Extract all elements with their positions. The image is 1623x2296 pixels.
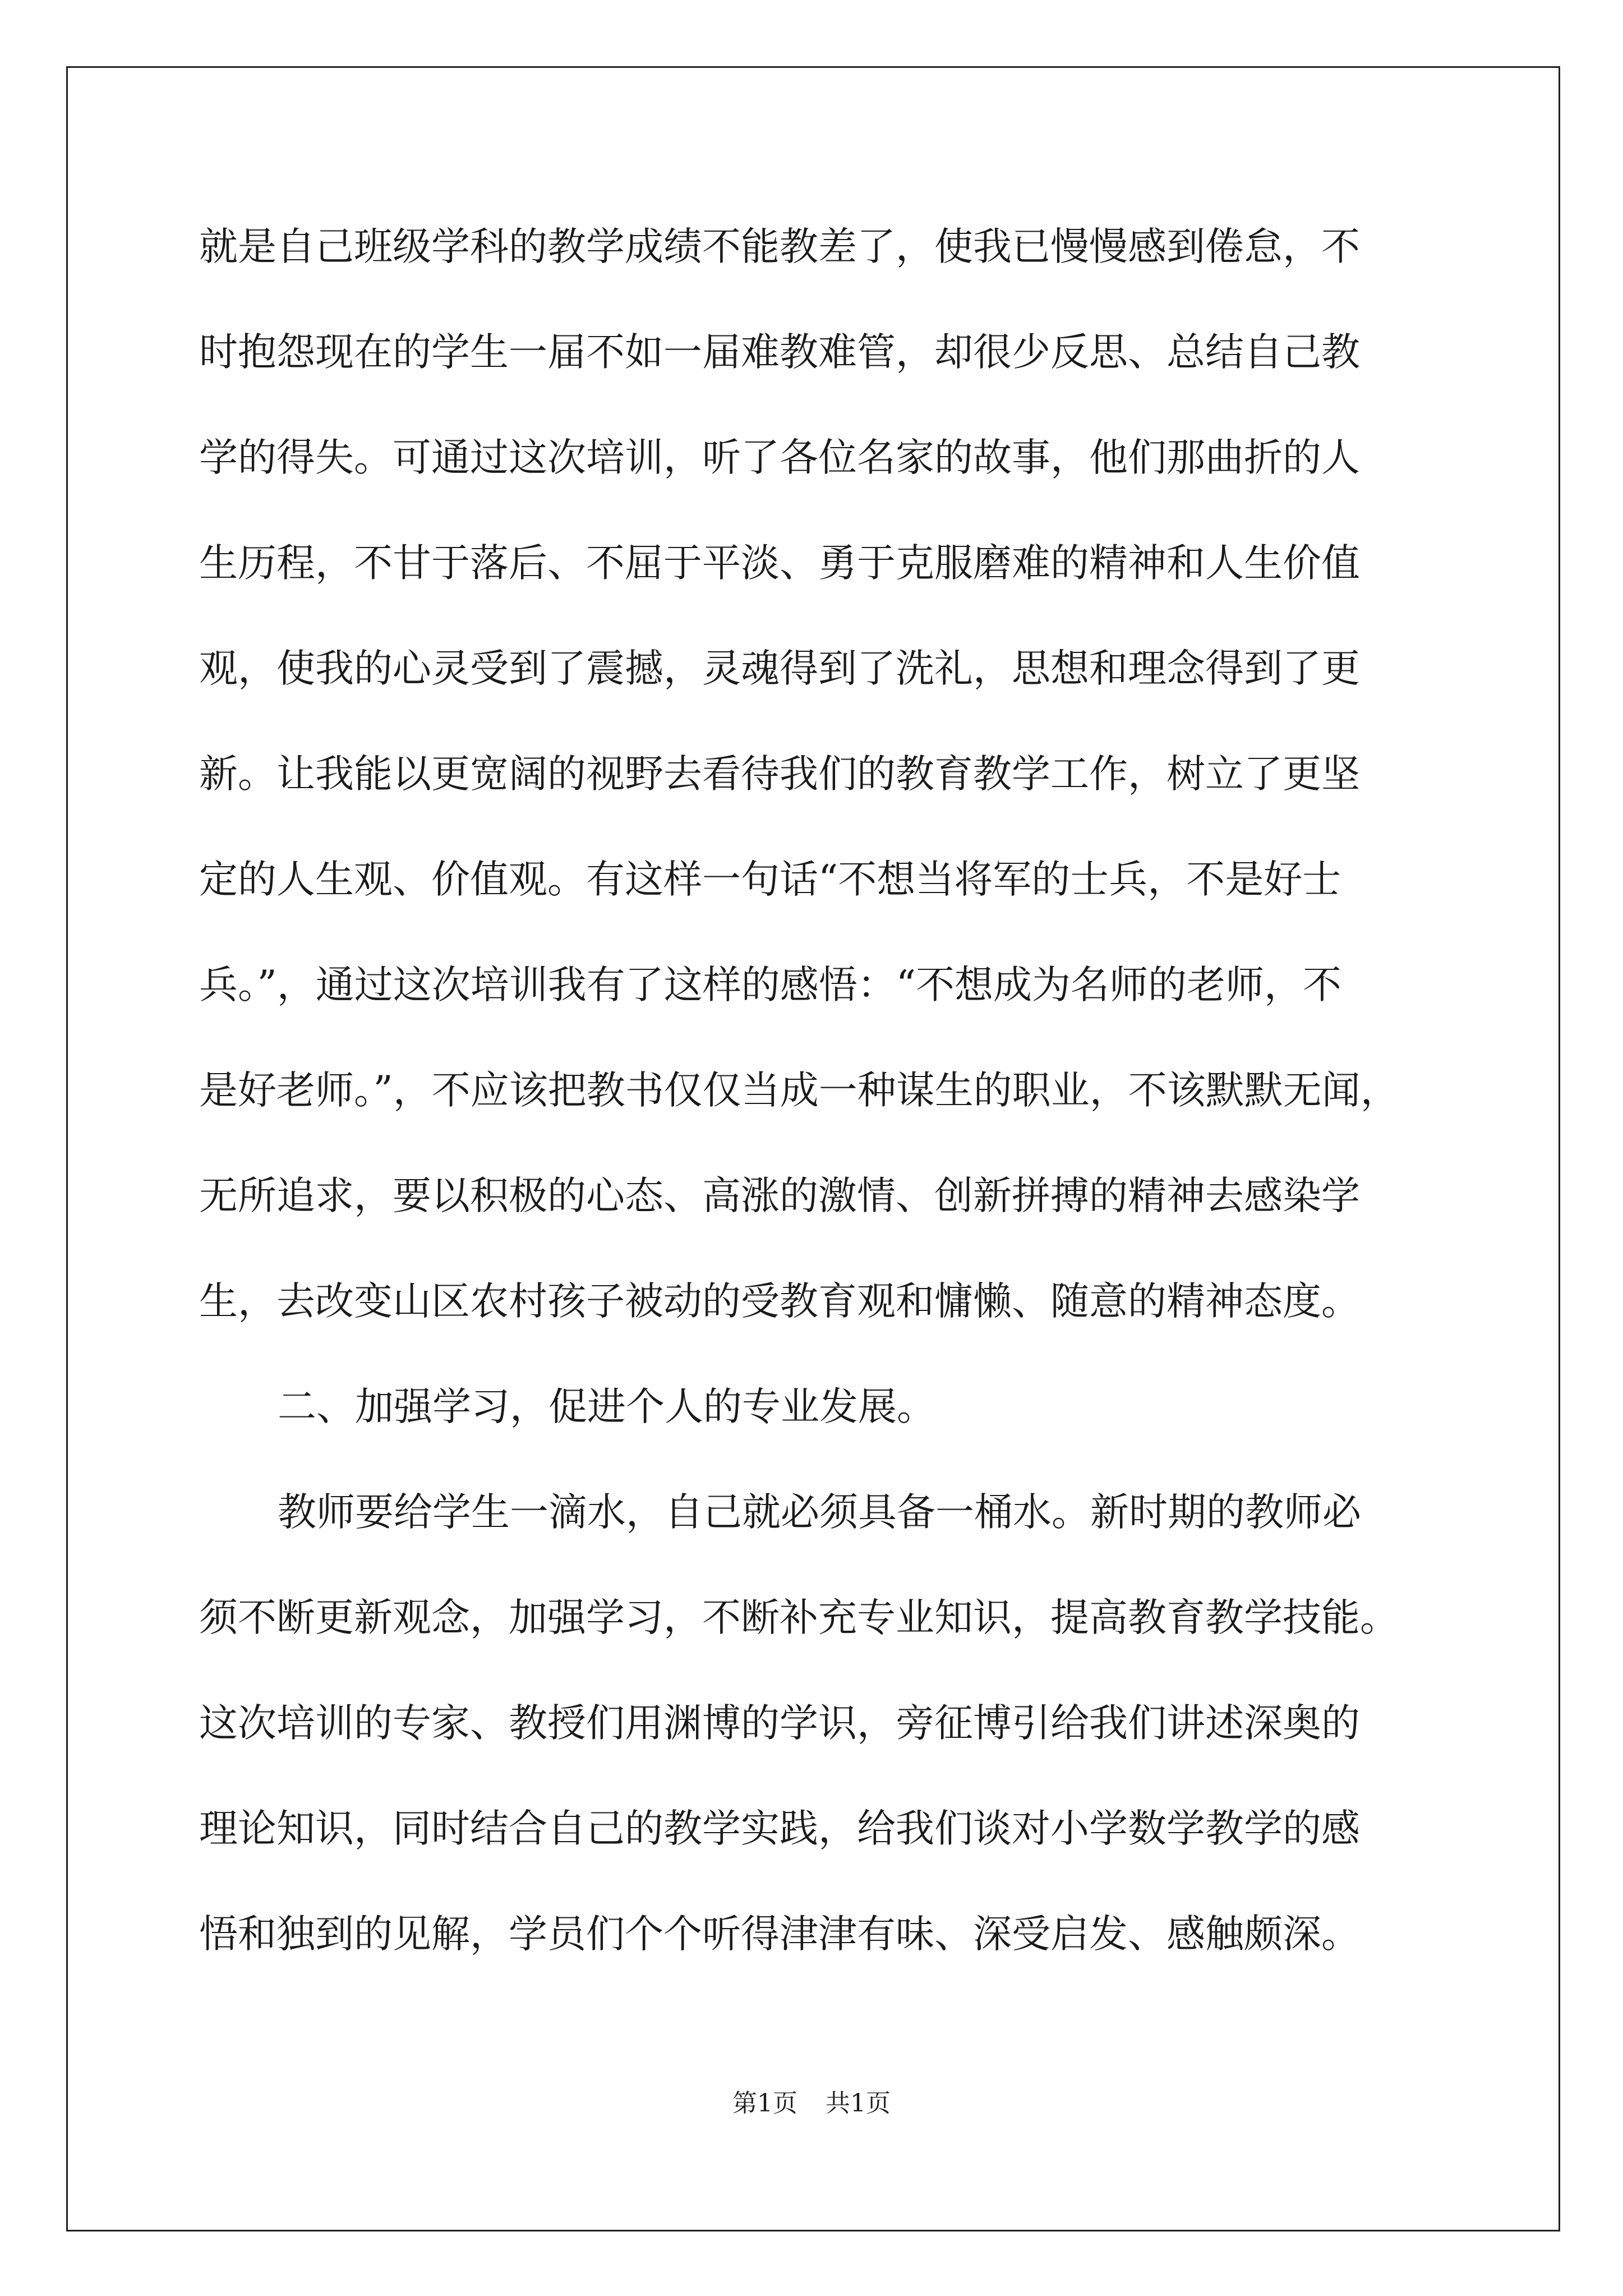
text-line: 定的人生观、价值观。有这样一句话“不想当将军的士兵，不是好士 [199, 857, 1341, 902]
text-line: 生，去改变山区农村孩子被动的受教育观和慵懒、随意的精神态度。 [199, 1279, 1360, 1324]
text-line: 学的得失。可通过这次培训，听了各位名家的故事，他们那曲折的人 [199, 435, 1360, 480]
text-line: 就是自己班级学科的教学成绩不能教差了，使我已慢慢感到倦怠，不 [199, 224, 1360, 269]
text-line: 时抱怨现在的学生一届不如一届难教难管，却很少反思、总结自己教 [199, 330, 1360, 375]
text-line: 新。让我能以更宽阔的视野去看待我们的教育教学工作，树立了更坚 [199, 752, 1360, 797]
text-line: 生历程，不甘于落后、不屈于平淡、勇于克服磨难的精神和人生价值 [199, 541, 1360, 586]
text-line: 兵。”，通过这次培训我有了这样的感悟：“不想成为名师的老师，不 [199, 963, 1342, 1007]
text-line: 这次培训的专家、教授们用渊博的学识，旁征博引给我们讲述深奥的 [199, 1701, 1360, 1746]
text-line: 教师要给学生一滴水，自己就必须具备一桶水。新时期的教师必 [278, 1490, 1361, 1535]
text-line: 是好老师。”，不应该把教书仅仅当成一种谋生的职业，不该默默无闻， [199, 1068, 1399, 1113]
page-number: 第1页 [732, 2089, 797, 2118]
page-footer [0, 2087, 1623, 2120]
text-line: 无所追求，要以积极的心态、高涨的激情、创新拼搏的精神去感染学 [199, 1174, 1360, 1218]
section-heading: 二、加强学习，促进个人的专业发展。 [278, 1384, 935, 1429]
text-line: 观，使我的心灵受到了震撼，灵魂得到了洗礼，思想和理念得到了更 [199, 646, 1360, 691]
text-line: 理论知识，同时结合自己的教学实践，给我们谈对小学数学教学的感 [199, 1806, 1360, 1851]
page-total: 共1页 [826, 2089, 891, 2118]
text-line: 悟和独到的见解，学员们个个听得津津有味、深受启发、感触颇深。 [199, 1912, 1360, 1957]
text-line: 须不断更新观念，加强学习，不断补充专业知识，提高教育教学技能。 [199, 1595, 1399, 1640]
